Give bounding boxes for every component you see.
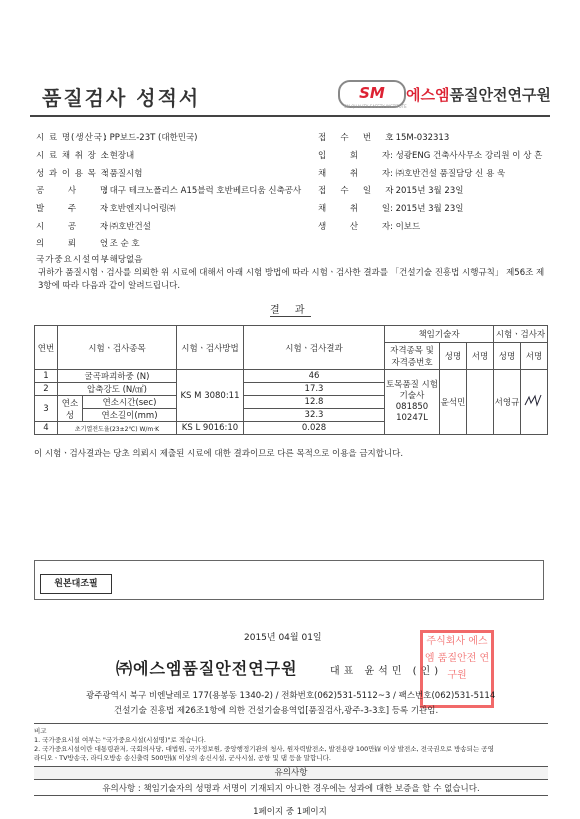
tech-name: 윤석민 [440, 370, 467, 435]
tech-sign [467, 370, 494, 435]
method-2: KS L 9016:10 [177, 422, 244, 435]
logo-subtitle: SM QUALITY SAFETY INSTITUTE [344, 104, 407, 109]
results-table [34, 325, 548, 435]
header-name: 성명 [440, 343, 467, 370]
table-row: 연소길이(mm) 32.3 [35, 409, 548, 422]
company-seal: 주식회사 에스엠 품질안전 연구원 [420, 630, 494, 708]
warning-text: 유의사항 : 책임기술자의 성명과 서명이 기재되지 아니한 경우에는 성과에 대한 보증을 할 수 없습니다. [102, 784, 480, 794]
footer-rule [34, 795, 548, 796]
info-row-purpose: 성 과 이 용 목 적: 품질시험 [36, 169, 143, 179]
info-row-project: 공 사 명: 대구 테크노폴리스 A15블럭 호반베르디움 신축공사 [36, 186, 302, 196]
logo-name-red: 에스엠 [406, 86, 450, 104]
original-verified-stamp: 원본대조필 [40, 574, 112, 594]
info-row-national-facility: 국가중요시설여부: 해당없음 [36, 255, 143, 265]
header-sign: 서명 [467, 343, 494, 370]
info-row-sample: 시 료 명(생산국): PP보드-23T (대한민국) [36, 133, 198, 143]
header-inspector: 시험ㆍ검사자 [494, 326, 548, 343]
table-row: 2 압축강도 (N/㎠) 17.3 [35, 383, 548, 396]
inspector-sign [521, 370, 548, 435]
registration-note: 건설기술 진흥법 제26조1항에 의한 건설기술용역업[품질검사,광주-3-3호] 등록 기관임. [114, 706, 439, 716]
warning-title: 유의사항 [34, 766, 548, 780]
section-title: 결 과 [270, 301, 311, 317]
info-row-producer: 생 산 자: 이보드 [318, 222, 421, 232]
header-method: 시험ㆍ검사방법 [177, 326, 244, 370]
header-name2: 성명 [494, 343, 521, 370]
header-sign2: 서명 [521, 343, 548, 370]
info-row-receipt-date: 접 수 일 자: 2015년 3월 23일 [318, 186, 464, 196]
company-logo [338, 80, 551, 110]
header-item: 시험ㆍ검사종목 [58, 326, 177, 370]
page-number: 1페이지 중 1페이지 [253, 807, 327, 817]
info-row-location: 시 료 채 취 장 소: 현장내 [36, 151, 135, 161]
info-row-witness: 입 회 자: 성광ENG 건축사사무소 강리원 이 상 흔 [318, 151, 543, 161]
info-row-orderer: 발 주 자: 호반엔지니어링㈜ [36, 204, 176, 214]
info-row-client: 의 뢰 인: 조 순 호 [36, 239, 140, 249]
table-row: 3 연소성 연소시간(sec) 12.8 [35, 396, 548, 409]
info-row-receipt-no: 접 수 번 호: 15M-032313 [318, 133, 450, 143]
logo-mark: SM [338, 80, 406, 108]
info-row-collect-date: 채 취 일: 2015년 3월 23일 [318, 204, 464, 214]
info-row-contractor: 시 공 자: ㈜호반건설 [36, 222, 151, 232]
usage-note: 이 시험ㆍ검사결과는 당초 의뢰시 제출된 시료에 대한 결과이므로 다른 목적으로 이용을 금지합니다. [34, 449, 404, 459]
method-1: KS M 3080:11 [177, 370, 244, 422]
organization-name: ㈜에스엠품질안전연구원 [116, 659, 298, 678]
footnotes [34, 723, 548, 763]
header-tech: 책임기술자 [385, 326, 494, 343]
footnote-line: 라디오ㆍTV방송국, 라디오방송 송신출력 500만㎾ 이상의 송신시설, 군사시설, 공항 및 댐 등을 말합니다. [34, 754, 331, 762]
header-rule [30, 115, 550, 117]
footnote-line: 비고 [34, 727, 47, 735]
table-row: 1 굴곡파괴하중 (N) KS M 3080:11 46 토목품질 시험기술사 081850 10247L 윤석민 서영규 [35, 370, 548, 383]
info-row-collector: 채 취 자: ㈜호반건설 품질담당 신 용 욱 [318, 169, 506, 179]
issue-date: 2015년 04월 01일 [244, 633, 322, 643]
representative: 대표 윤석민 (인) [330, 666, 443, 677]
logo-name-rest: 품질안전연구원 [449, 86, 551, 104]
header-qual: 자격종목 및 자격증번호 [385, 343, 440, 370]
header-no: 연번 [35, 326, 58, 370]
header-result: 시험ㆍ검사결과 [244, 326, 385, 370]
intro-paragraph: 귀하가 품질시험ㆍ검사를 의뢰한 위 시료에 대해서 아래 시험 방법에 따라 시험ㆍ검사한 결과를 「건설기술 진흥법 시행규칙」 제56조 제3항에 따라 다음과 같이 알려드립니다. [38, 268, 545, 291]
address: 광주광역시 북구 비엔날레로 177(용봉동 1340-2) / 전화번호(062)531-5112~3 / 팩스번호(062)531-5114 [86, 691, 496, 701]
tech-qualification: 토목품질 시험기술사 081850 10247L [385, 370, 440, 435]
logo-name [406, 84, 551, 105]
footnote-line: 1. 국가중요시설 여부는 "국가중요시설(시설명)"로 적습니다. [34, 736, 207, 744]
footnote-line: 2. 국가중요시설이란 대통령관저, 국회의사당, 대법원, 국가정보원, 중앙행정기관의 청사, 원자력발전소, 발전용량 100만㎾ 이상 발전소, 전국권으로 방송되는 공영 [34, 745, 494, 753]
inspector-name: 서영규 [494, 370, 521, 435]
table-row: 4 초기열전도율(23±2℃) W/m·K KS L 9016:10 0.028 [35, 422, 548, 435]
document-title: 품질검사 성적서 [42, 86, 201, 110]
